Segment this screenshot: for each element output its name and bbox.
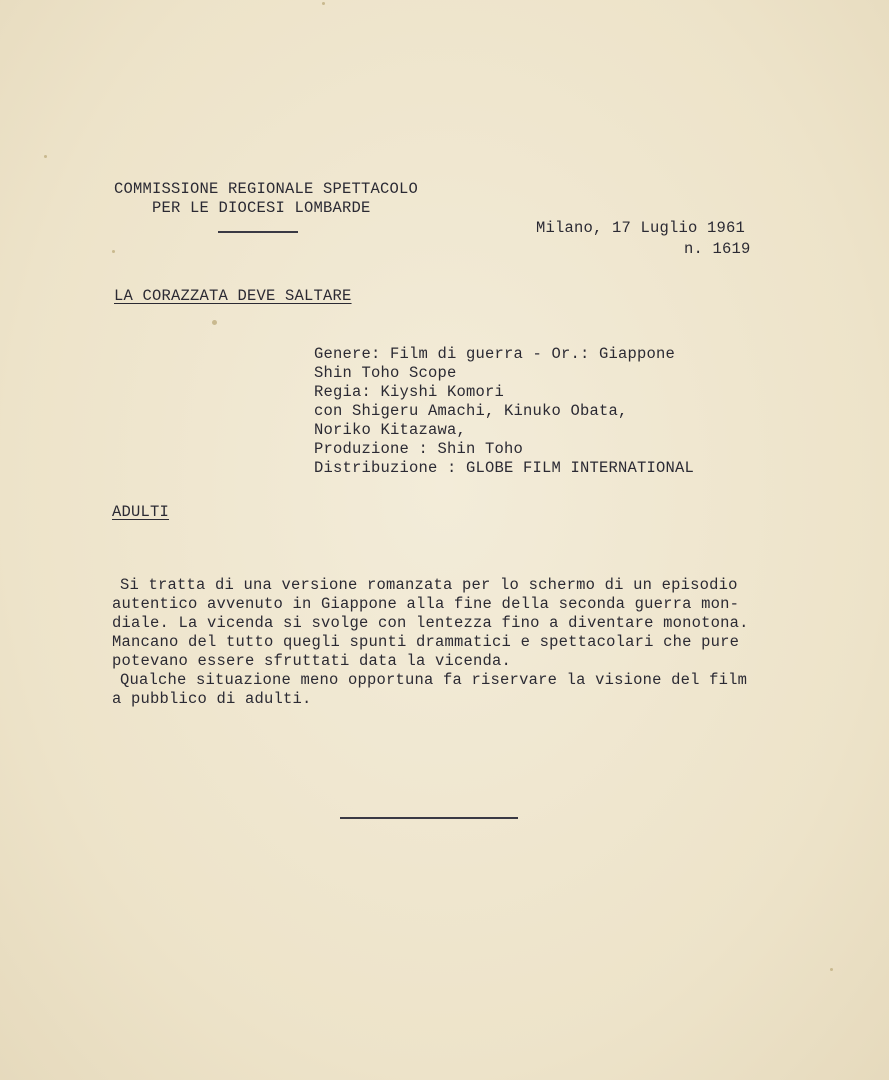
review-line: autentico avvenuto in Giappone alla fine della seconda guerra mon-	[112, 595, 740, 613]
review-line: diale. La vicenda si svolge con lentezza fino a diventare monotona.	[112, 614, 749, 632]
film-title: LA CORAZZATA DEVE SALTARE	[114, 287, 352, 305]
paper-speck	[322, 2, 325, 5]
detail-line: Regia: Kiyshi Komori	[314, 383, 505, 401]
paper-speck	[44, 155, 47, 158]
header-rule	[218, 231, 298, 233]
classification-label: ADULTI	[112, 503, 170, 521]
detail-line: Noriko Kitazawa,	[314, 421, 467, 439]
review-line: potevano essere sfruttati data la vicenda.	[112, 652, 512, 670]
protocol-number: n. 1619	[684, 240, 751, 258]
closing-rule	[340, 817, 518, 819]
paper-speck	[112, 250, 115, 253]
review-line: Si tratta di una versione romanzata per lo schermo di un episodio	[120, 576, 738, 594]
review-line: Mancano del tutto quegli spunti drammatici e spettacolari che pure	[112, 633, 740, 651]
review-line: a pubblico di adulti.	[112, 690, 312, 708]
detail-line: Produzione : Shin Toho	[314, 440, 524, 458]
detail-line: Distribuzione : GLOBE FILM INTERNATIONAL	[314, 459, 695, 477]
detail-line: Genere: Film di guerra - Or.: Giappone	[314, 345, 676, 363]
org-name-line1: COMMISSIONE REGIONALE SPETTACOLO	[114, 180, 419, 198]
org-name-line2: PER LE DIOCESI LOMBARDE	[152, 199, 371, 217]
detail-line: Shin Toho Scope	[314, 364, 457, 382]
review-line: Qualche situazione meno opportuna fa riservare la visione del film	[120, 671, 748, 689]
place-date: Milano, 17 Luglio 1961	[536, 219, 746, 237]
detail-line: con Shigeru Amachi, Kinuko Obata,	[314, 402, 628, 420]
paper-speck	[212, 320, 217, 325]
paper-speck	[830, 968, 833, 971]
